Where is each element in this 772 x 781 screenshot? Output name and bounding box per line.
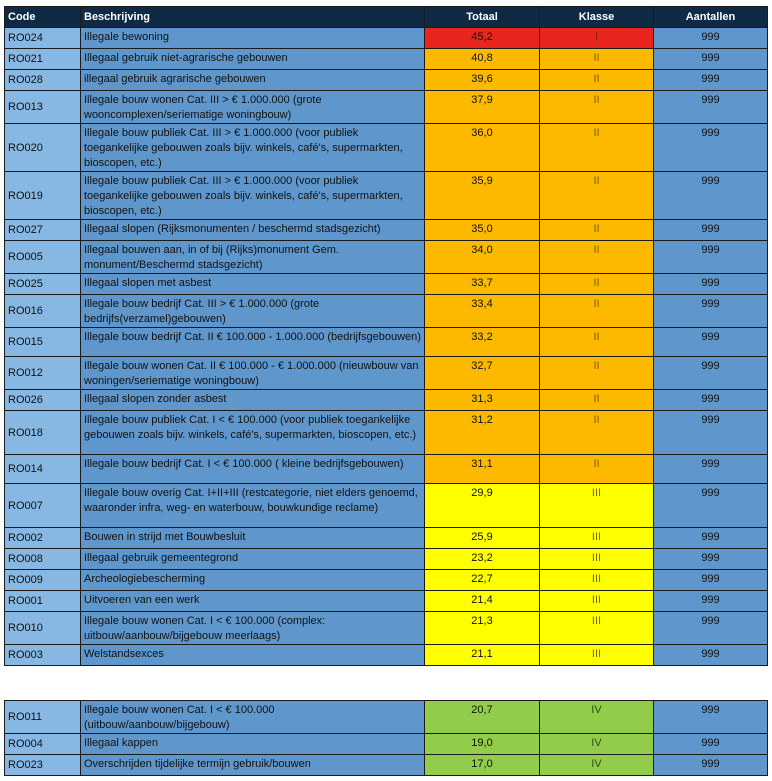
row-description: Illegaal gebruik niet-agrarische gebouwen bbox=[81, 49, 425, 70]
row-code: RO003 bbox=[5, 645, 81, 666]
row-count: 999 bbox=[654, 328, 768, 357]
row-count: 999 bbox=[654, 49, 768, 70]
row-total: 32,7 bbox=[425, 357, 540, 390]
row-klasse: III bbox=[540, 549, 654, 570]
row-klasse: II bbox=[540, 91, 654, 124]
row-count: 999 bbox=[654, 755, 768, 776]
row-klasse: II bbox=[540, 357, 654, 390]
row-klasse: III bbox=[540, 591, 654, 612]
row-count: 999 bbox=[654, 528, 768, 549]
row-description: Illegaal slopen zonder asbest bbox=[81, 390, 425, 411]
row-description: Illegaal gebruik gemeentegrond bbox=[81, 549, 425, 570]
row-klasse: II bbox=[540, 295, 654, 328]
header-code: Code bbox=[5, 7, 81, 28]
row-description: Illegale bouw bedrijf Cat. I < € 100.000 ( kleine bedrijfsgebouwen) bbox=[81, 455, 425, 484]
row-code: RO018 bbox=[5, 411, 81, 455]
row-total: 33,7 bbox=[425, 274, 540, 295]
row-total: 21,1 bbox=[425, 645, 540, 666]
row-klasse: III bbox=[540, 612, 654, 645]
header-total: Totaal bbox=[425, 7, 540, 28]
header-description: Beschrijving bbox=[81, 7, 425, 28]
table-row bbox=[5, 241, 768, 274]
row-total: 22,7 bbox=[425, 570, 540, 591]
row-klasse: II bbox=[540, 220, 654, 241]
row-total: 35,0 bbox=[425, 220, 540, 241]
row-klasse: II bbox=[540, 328, 654, 357]
row-count: 999 bbox=[654, 570, 768, 591]
table-row bbox=[5, 172, 768, 220]
table-row bbox=[5, 411, 768, 455]
row-code: RO023 bbox=[5, 755, 81, 776]
row-count: 999 bbox=[654, 612, 768, 645]
row-description: Illegale bouw publiek Cat. III > € 1.000.000 (voor publiek toegankelijke gebouwen zoals bijv. winkels, café's, supermarkten, bioscopen, etc.) bbox=[81, 124, 425, 172]
table-row bbox=[5, 645, 768, 666]
row-total: 33,2 bbox=[425, 328, 540, 357]
row-klasse: III bbox=[540, 570, 654, 591]
header-count: Aantallen bbox=[654, 7, 768, 28]
row-total: 29,9 bbox=[425, 484, 540, 528]
table-row bbox=[5, 220, 768, 241]
row-count: 999 bbox=[654, 357, 768, 390]
table-row bbox=[5, 357, 768, 390]
table-row bbox=[5, 295, 768, 328]
row-code: RO026 bbox=[5, 390, 81, 411]
row-code: RO011 bbox=[5, 701, 81, 734]
row-code: RO010 bbox=[5, 612, 81, 645]
row-total: 21,3 bbox=[425, 612, 540, 645]
table-row bbox=[5, 591, 768, 612]
row-klasse: IV bbox=[540, 755, 654, 776]
row-total: 33,4 bbox=[425, 295, 540, 328]
row-klasse: II bbox=[540, 172, 654, 220]
row-code: RO009 bbox=[5, 570, 81, 591]
row-klasse: II bbox=[540, 455, 654, 484]
row-total: 31,2 bbox=[425, 411, 540, 455]
row-code: RO008 bbox=[5, 549, 81, 570]
row-description: Illegale bouw overig Cat. I+II+III (restcategorie, niet elders genoemd, waaronder infra, weg- en waterbouw, bouwkundige reclame) bbox=[81, 484, 425, 528]
row-description: Illegale bouw bedrijf Cat. III > € 1.000.000 (grote bedrijfs(verzamel)gebouwen) bbox=[81, 295, 425, 328]
row-klasse: II bbox=[540, 390, 654, 411]
row-klasse: II bbox=[540, 241, 654, 274]
row-code: RO002 bbox=[5, 528, 81, 549]
table-row bbox=[5, 734, 768, 755]
row-count: 999 bbox=[654, 549, 768, 570]
row-total: 21,4 bbox=[425, 591, 540, 612]
row-description: Welstandsexces bbox=[81, 645, 425, 666]
row-total: 39,6 bbox=[425, 70, 540, 91]
row-count: 999 bbox=[654, 645, 768, 666]
row-description: Illegaal bouwen aan, in of bij (Rijks)monument Gem. monument/Beschermd stadsgezicht) bbox=[81, 241, 425, 274]
row-klasse: II bbox=[540, 70, 654, 91]
row-code: RO005 bbox=[5, 241, 81, 274]
table-row bbox=[5, 484, 768, 528]
row-count: 999 bbox=[654, 295, 768, 328]
table-row bbox=[5, 49, 768, 70]
row-description: Illegaal slopen met asbest bbox=[81, 274, 425, 295]
row-code: RO001 bbox=[5, 591, 81, 612]
row-count: 999 bbox=[654, 220, 768, 241]
row-total: 40,8 bbox=[425, 49, 540, 70]
row-count: 999 bbox=[654, 91, 768, 124]
row-description: Illegale bouw wonen Cat. I < € 100.000 (uitbouw/aanbouw/bijgebouw) bbox=[81, 701, 425, 734]
row-count: 999 bbox=[654, 591, 768, 612]
row-count: 999 bbox=[654, 390, 768, 411]
table-row bbox=[5, 455, 768, 484]
row-total: 34,0 bbox=[425, 241, 540, 274]
row-count: 999 bbox=[654, 124, 768, 172]
row-description: Illegale bouw wonen Cat. III > € 1.000.000 (grote wooncomplexen/seriematige woningbouw) bbox=[81, 91, 425, 124]
row-klasse: III bbox=[540, 528, 654, 549]
row-klasse: I bbox=[540, 28, 654, 49]
row-count: 999 bbox=[654, 411, 768, 455]
row-count: 999 bbox=[654, 734, 768, 755]
row-total: 19,0 bbox=[425, 734, 540, 755]
row-description: Illegale bewoning bbox=[81, 28, 425, 49]
row-description: Illegale bouw bedrijf Cat. II € 100.000 - 1.000.000 (bedrijfsgebouwen) bbox=[81, 328, 425, 357]
row-description: Illegale bouw wonen Cat. I < € 100.000 (complex: uitbouw/aanbouw/bijgebouw meerlaags) bbox=[81, 612, 425, 645]
table-row bbox=[5, 274, 768, 295]
row-description: Illegaal kappen bbox=[81, 734, 425, 755]
row-total: 20,7 bbox=[425, 701, 540, 734]
row-total: 37,9 bbox=[425, 91, 540, 124]
row-code: RO012 bbox=[5, 357, 81, 390]
row-count: 999 bbox=[654, 28, 768, 49]
row-description: illegaal gebruik agrarische gebouwen bbox=[81, 70, 425, 91]
priority-table bbox=[4, 6, 768, 666]
row-klasse: IV bbox=[540, 734, 654, 755]
header-klasse: Klasse bbox=[540, 7, 654, 28]
row-code: RO021 bbox=[5, 49, 81, 70]
row-total: 31,1 bbox=[425, 455, 540, 484]
row-code: RO020 bbox=[5, 124, 81, 172]
row-description: Illegale bouw wonen Cat. II € 100.000 - € 1.000.000 (nieuwbouw van woningen/seriematige woningbouw) bbox=[81, 357, 425, 390]
table-row bbox=[5, 612, 768, 645]
table-row bbox=[5, 328, 768, 357]
row-description: Illegaal slopen (Rijksmonumenten / beschermd stadsgezicht) bbox=[81, 220, 425, 241]
row-code: RO028 bbox=[5, 70, 81, 91]
table-row bbox=[5, 701, 768, 734]
row-count: 999 bbox=[654, 70, 768, 91]
row-count: 999 bbox=[654, 701, 768, 734]
table-row bbox=[5, 70, 768, 91]
row-description: Uitvoeren van een werk bbox=[81, 591, 425, 612]
row-code: RO007 bbox=[5, 484, 81, 528]
row-count: 999 bbox=[654, 274, 768, 295]
row-klasse: II bbox=[540, 49, 654, 70]
row-total: 17,0 bbox=[425, 755, 540, 776]
row-description: Archeologiebescherming bbox=[81, 570, 425, 591]
row-count: 999 bbox=[654, 455, 768, 484]
row-klasse: II bbox=[540, 124, 654, 172]
row-description: Illegale bouw publiek Cat. III > € 1.000.000 (voor publiek toegankelijke gebouwen zoals bijv. winkels, café's, supermarkten, bioscopen, etc.) bbox=[81, 172, 425, 220]
table-row bbox=[5, 570, 768, 591]
row-code: RO019 bbox=[5, 172, 81, 220]
row-klasse: II bbox=[540, 274, 654, 295]
row-code: RO024 bbox=[5, 28, 81, 49]
row-klasse: II bbox=[540, 411, 654, 455]
row-total: 35,9 bbox=[425, 172, 540, 220]
row-klasse: IV bbox=[540, 701, 654, 734]
row-code: RO016 bbox=[5, 295, 81, 328]
row-description: Illegale bouw publiek Cat. I < € 100.000 (voor publiek toegankelijke gebouwen zoals bijv. winkels, café's, supermarkten, bioscopen, etc.) bbox=[81, 411, 425, 455]
row-klasse: III bbox=[540, 645, 654, 666]
priority-table-class-iv bbox=[4, 700, 768, 776]
row-code: RO027 bbox=[5, 220, 81, 241]
row-code: RO004 bbox=[5, 734, 81, 755]
table-row bbox=[5, 528, 768, 549]
row-code: RO014 bbox=[5, 455, 81, 484]
row-code: RO013 bbox=[5, 91, 81, 124]
row-klasse: III bbox=[540, 484, 654, 528]
table-row bbox=[5, 549, 768, 570]
table-row bbox=[5, 124, 768, 172]
row-description: Bouwen in strijd met Bouwbesluit bbox=[81, 528, 425, 549]
row-code: RO025 bbox=[5, 274, 81, 295]
row-count: 999 bbox=[654, 484, 768, 528]
row-description: Overschrijden tijdelijke termijn gebruik/bouwen bbox=[81, 755, 425, 776]
table-row bbox=[5, 755, 768, 776]
row-total: 23,2 bbox=[425, 549, 540, 570]
table-row bbox=[5, 28, 768, 49]
row-count: 999 bbox=[654, 241, 768, 274]
table-row bbox=[5, 390, 768, 411]
row-total: 45,2 bbox=[425, 28, 540, 49]
table-row bbox=[5, 91, 768, 124]
row-code: RO015 bbox=[5, 328, 81, 357]
row-total: 36,0 bbox=[425, 124, 540, 172]
row-total: 25,9 bbox=[425, 528, 540, 549]
row-total: 31,3 bbox=[425, 390, 540, 411]
row-count: 999 bbox=[654, 172, 768, 220]
header-row bbox=[5, 7, 768, 28]
